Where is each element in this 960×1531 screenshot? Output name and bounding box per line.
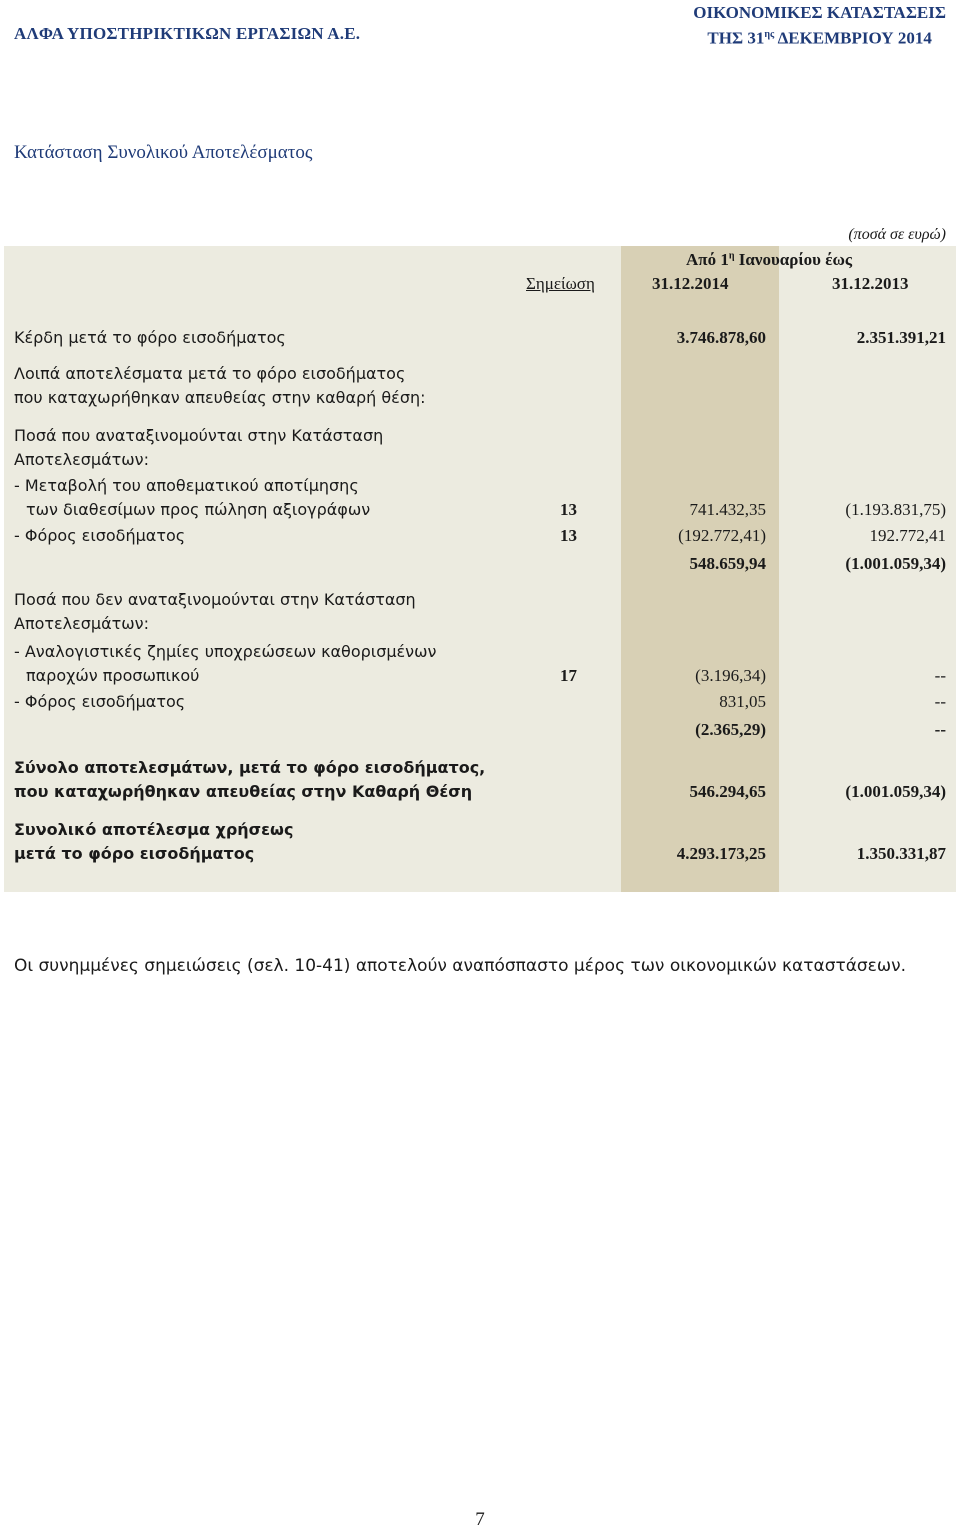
tax2-label: - Φόρος εισοδήματος — [14, 692, 186, 711]
company-name: ΑΛΦΑ ΥΠΟΣΤΗΡΙΚΤΙΚΩΝ ΕΡΓΑΣΙΩΝ Α.Ε. — [14, 24, 361, 43]
document-title — [693, 2, 946, 50]
nonreclass-heading-line2: Αποτελεσμάτων: — [14, 614, 149, 633]
afs-note: 13 — [560, 500, 577, 519]
document-title-line2-sup: ης — [764, 29, 775, 40]
reclass-heading-line2: Αποτελεσμάτων: — [14, 450, 149, 469]
subtotal1-2014: 548.659,94 — [689, 554, 766, 573]
profit-after-tax-label: Κέρδη μετά το φόρο εισοδήματος — [14, 328, 286, 347]
total-oci-label-line1: Σύνολο αποτελεσμάτων, μετά το φόρο εισοδήματος, — [14, 758, 486, 777]
reclass-heading-line1: Ποσά που αναταξινομούνται στην Κατάσταση — [14, 426, 384, 445]
actuarial-label-line1: - Αναλογιστικές ζημίες υποχρεώσεων καθορισμένων — [14, 642, 437, 661]
tax2-2014: 831,05 — [719, 692, 766, 711]
oci-heading-line2: που καταχωρήθηκαν απευθείας στην καθαρή θέση: — [14, 388, 426, 407]
section-title: Κατάσταση Συνολικού Αποτελέσματος — [14, 142, 313, 163]
afs-label-line2: των διαθεσίμων προς πώληση αξιογράφων — [26, 500, 371, 519]
actuarial-2013: -- — [934, 666, 946, 685]
nonreclass-heading-line1: Ποσά που δεν αναταξινομούνται στην Κατάσταση — [14, 590, 416, 609]
tax1-2014: (192.772,41) — [678, 526, 766, 545]
total-ci-2013: 1.350.331,87 — [856, 844, 946, 863]
document-title-line2 — [693, 24, 946, 50]
tax1-label: - Φόρος εισοδήματος — [14, 526, 186, 545]
actuarial-2014: (3.196,34) — [695, 666, 766, 685]
statement-table — [4, 246, 956, 892]
total-ci-2014: 4.293.173,25 — [676, 844, 766, 863]
subtotal2-2014: (2.365,29) — [695, 720, 766, 739]
period-header — [686, 250, 852, 270]
actuarial-note: 17 — [560, 666, 577, 685]
tax1-2013: 192.772,41 — [869, 526, 946, 545]
document-title-line2-suffix: ΔΕΚΕΜΒΡΙΟΥ 2014 — [774, 28, 932, 48]
note-column-header: Σημείωση — [526, 274, 595, 293]
total-oci-2014: 546.294,65 — [689, 782, 766, 801]
column-header-2013: 31.12.2013 — [832, 274, 909, 293]
period-header-sup: η — [728, 250, 735, 262]
column-header-2014: 31.12.2014 — [652, 274, 729, 293]
period-header-suffix: Ιανουαρίου έως — [734, 250, 853, 269]
document-title-line1: ΟΙΚΟΝΟΜΙΚΕΣ ΚΑΤΑΣΤΑΣΕΙΣ — [693, 3, 946, 22]
profit-after-tax-2013: 2.351.391,21 — [856, 328, 946, 347]
total-ci-label-line1: Συνολικό αποτέλεσμα χρήσεως — [14, 820, 294, 839]
afs-2013: (1.193.831,75) — [845, 500, 946, 519]
period-header-prefix: Από 1 — [686, 250, 729, 269]
tax1-note: 13 — [560, 526, 577, 545]
oci-heading-line1: Λοιπά αποτελέσματα μετά το φόρο εισοδήματος — [14, 364, 406, 383]
afs-2014: 741.432,35 — [689, 500, 766, 519]
page-number: 7 — [475, 1509, 485, 1530]
footnote: Οι συνημμένες σημειώσεις (σελ. 10-41) αποτελούν αναπόσπαστο μέρος των οικονομικών καταστάσεων. — [14, 956, 907, 976]
total-ci-label-line2: μετά το φόρο εισοδήματος — [14, 844, 255, 863]
profit-after-tax-2014: 3.746.878,60 — [676, 328, 766, 347]
subtotal2-2013: -- — [934, 720, 946, 739]
total-oci-label-line2: που καταχωρήθηκαν απευθείας στην Καθαρή Θέση — [14, 782, 473, 801]
currency-note: (ποσά σε ευρώ) — [848, 226, 946, 243]
afs-label-line1: - Μεταβολή του αποθεματικού αποτίμησης — [14, 476, 359, 495]
actuarial-label-line2: παροχών προσωπικού — [26, 666, 200, 685]
document-title-line2-prefix: ΤΗΣ 31 — [707, 28, 765, 48]
tax2-2013: -- — [934, 692, 946, 711]
total-oci-2013: (1.001.059,34) — [845, 782, 946, 801]
subtotal1-2013: (1.001.059,34) — [845, 554, 946, 573]
